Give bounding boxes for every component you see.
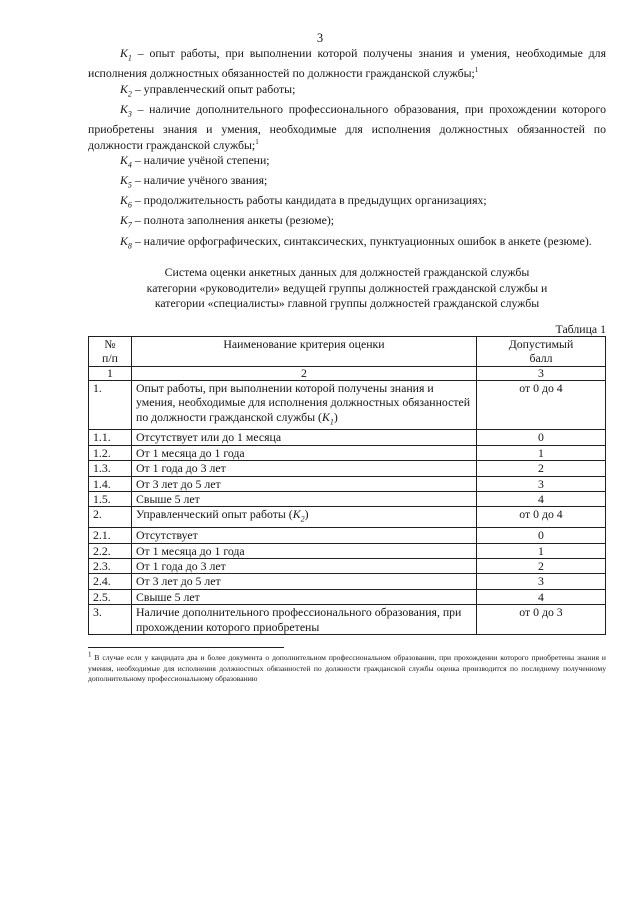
table-row (89, 574, 606, 589)
row-score: 2 (477, 461, 606, 476)
table-row (89, 605, 606, 635)
criterion-text: – наличие орфографических, синтаксических, пунктуационных ошибок в анкете (резюме). (131, 233, 592, 248)
criterion-text: – наличие учёного звания; (131, 173, 268, 188)
row-name: От 1 месяца до 1 года (132, 543, 477, 558)
table-row (89, 445, 606, 460)
table-title-line: категории «руководители» ведущей группы должностей гражданской службы и (146, 280, 548, 295)
table-title-line: категории «специалисты» главной группы должностей гражданской службы (154, 296, 540, 311)
row-num: 3. (89, 605, 132, 635)
column-number: 3 (477, 366, 606, 380)
criterion-k5 (88, 173, 606, 193)
row-score: от 0 до 4 (477, 507, 606, 528)
table-label: Таблица 1 (555, 322, 606, 336)
row-num: 1. (89, 380, 132, 430)
footnote (88, 650, 606, 685)
criterion-symbol: $K_7$ (120, 213, 132, 230)
footnote-text: В случае если у кандидата два и более документа о дополнительном профессиональном образовании, при прохождении которого приобретены знания и умения, необходимые для исполнения должностных обязанностей по должности гражданской службы оценка производится по последнему полученному дополнительному профессиональному образованию (88, 653, 606, 684)
row-name: От 3 лет до 5 лет (132, 476, 477, 491)
criterion-symbol: $K_6$ (120, 193, 132, 210)
footnote-ref: 1 (255, 137, 259, 146)
table-title-line: Система оценки анкетных данных для должностей гражданской службы (164, 265, 530, 279)
row-score: от 0 до 4 (477, 380, 606, 430)
criterion-symbol: $K_1$ (322, 409, 334, 426)
row-name: От 1 года до 3 лет (132, 461, 477, 476)
row-score: 0 (477, 528, 606, 543)
criterion-k6 (88, 193, 606, 213)
row-name: От 3 лет до 5 лет (132, 574, 477, 589)
row-name: Свыше 5 лет (132, 589, 477, 604)
table-row (89, 430, 606, 445)
criterion-symbol: $K_8$ (120, 233, 132, 250)
table-row (89, 559, 606, 574)
header-score: Допустимый балл (477, 337, 606, 367)
table-row (89, 507, 606, 528)
row-name: Опыт работы, при выполнении которой получены знания и умения, необходимые для исполнения должностных обязанностей по должности гражданской службы $(K_1)$ (132, 380, 477, 430)
table-row (89, 492, 606, 507)
row-num: 1.2. (89, 445, 132, 460)
row-name: От 1 месяца до 1 года (132, 445, 477, 460)
criterion-text: – продолжительность работы кандидата в предыдущих организациях; (131, 193, 487, 208)
criterion-symbol: $K_3$ (120, 101, 132, 119)
row-name: От 1 года до 3 лет (132, 559, 477, 574)
header-name: Наименование критерия оценки (132, 337, 477, 367)
row-score: 3 (477, 574, 606, 589)
row-num: 1.4. (89, 476, 132, 491)
header-num: № п/п (89, 337, 132, 367)
table-title (88, 265, 606, 312)
row-score: 1 (477, 445, 606, 460)
criterion-text: – наличие учёной степени; (131, 153, 270, 168)
criterion-k2 (88, 82, 606, 102)
row-name: Отсутствует (132, 528, 477, 543)
column-number: 1 (89, 366, 132, 380)
criterion-text: – полнота заполнения анкеты (резюме); (131, 213, 335, 228)
row-score: 2 (477, 559, 606, 574)
table-row (89, 543, 606, 558)
criteria-table (88, 336, 606, 635)
row-num: 1.5. (89, 492, 132, 507)
row-score: от 0 до 3 (477, 605, 606, 635)
row-score: 1 (477, 543, 606, 558)
row-name: Управленческий опыт работы $(K_2)$ (132, 507, 477, 528)
table-header-row (89, 337, 606, 367)
criterion-symbol: $K_1$ (120, 46, 132, 63)
row-num: 2.2. (89, 543, 132, 558)
footnote-marker: 1 (88, 650, 92, 659)
row-score: 4 (477, 589, 606, 604)
row-name: Отсутствует или до 1 месяца (132, 430, 477, 445)
criterion-symbol: $K_2$ (292, 507, 305, 524)
table-row (89, 528, 606, 543)
column-number: 2 (132, 366, 477, 380)
row-name: Свыше 5 лет (132, 492, 477, 507)
footnote-ref: 1 (474, 66, 479, 75)
criterion-k1 (88, 46, 606, 82)
criterion-text: – наличие дополнительного профессионального образования, при прохождении которого приобретены знания и умения, необходимые для исполнения должностных обязанностей по должности гражданской службы; (88, 101, 606, 152)
page-number: 3 (316, 31, 324, 45)
row-score: 3 (477, 476, 606, 491)
criterion-symbol: $K_4$ (120, 153, 132, 170)
table-row (89, 476, 606, 491)
criterion-text: – управленческий опыт работы; (131, 81, 296, 96)
row-score: 4 (477, 492, 606, 507)
criterion-k4 (88, 153, 606, 173)
criteria-list (88, 46, 606, 254)
row-num: 2.5. (89, 589, 132, 604)
footnote-divider (88, 647, 284, 648)
row-num: 1.1. (89, 430, 132, 445)
row-num: 2.3. (89, 559, 132, 574)
row-num: 2. (89, 507, 132, 528)
table-row (89, 380, 606, 430)
row-num: 2.1. (89, 528, 132, 543)
column-numbers-row (89, 366, 606, 380)
criterion-symbol: $K_2$ (120, 81, 132, 99)
row-num: 1.3. (89, 461, 132, 476)
criterion-k8 (88, 234, 606, 254)
criterion-symbol: $K_5$ (120, 173, 132, 190)
row-score: 0 (477, 430, 606, 445)
criterion-k3 (88, 102, 606, 153)
row-num: 2.4. (89, 574, 132, 589)
row-name: Наличие дополнительного профессионального образования, при прохождении которого приобретены (132, 605, 477, 635)
criterion-k7 (88, 213, 606, 233)
table-row (89, 589, 606, 604)
criterion-text: – опыт работы, при выполнении которой получены знания и умения, необходимые для исполнения должностных обязанностей по должности гражданской службы; (88, 46, 606, 81)
table-row (89, 461, 606, 476)
